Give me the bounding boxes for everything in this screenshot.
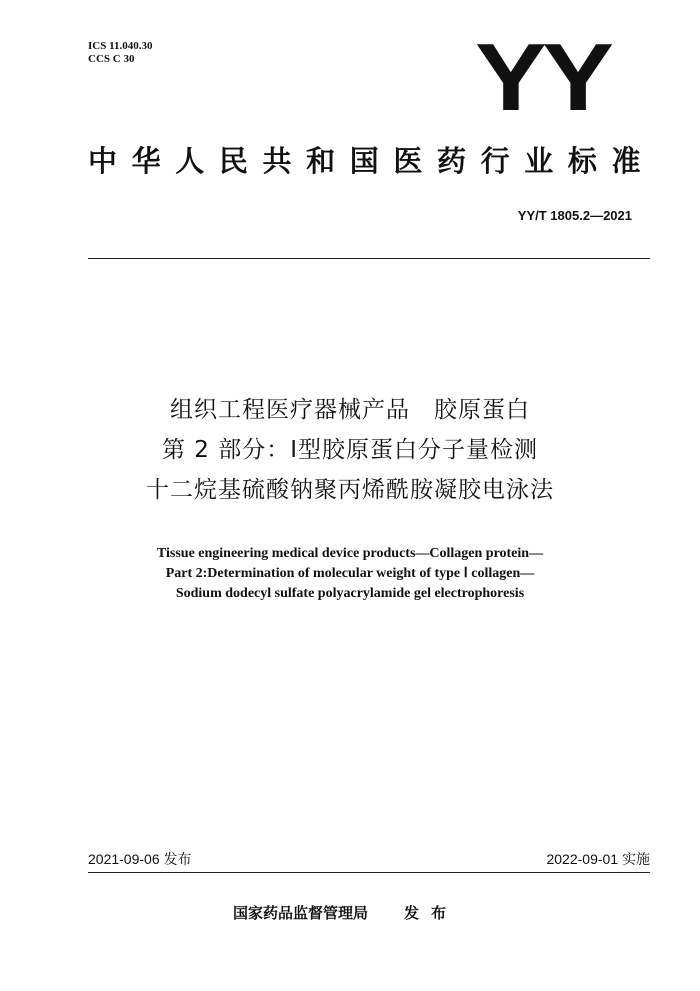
english-title-line-2: Part 2:Determination of molecular weight of type Ⅰ collagen— xyxy=(165,566,535,581)
english-title-line-3: Sodium dodecyl sulfate polyacrylamide gel electrophoresis xyxy=(175,586,525,601)
yy-logo: YY xyxy=(475,24,610,131)
english-title xyxy=(50,544,650,604)
chinese-title xyxy=(50,390,650,510)
publish-label: 发布 xyxy=(404,904,459,922)
publisher-name: 国家药品监督管理局 xyxy=(233,904,369,922)
standard-type-title: 中华人民共和国医药行业标准 xyxy=(88,144,642,178)
ccs-code: CCS C 30 xyxy=(88,53,135,65)
top-divider xyxy=(88,258,650,259)
publisher-line xyxy=(233,903,458,923)
standard-number: YY/T 1805.2—2021 xyxy=(517,208,632,223)
classification-codes xyxy=(88,40,153,66)
chinese-title-line-2: 第 2 部分：Ⅰ型胶原蛋白分子量检测 xyxy=(161,437,539,463)
english-title-line-1: Tissue engineering medical device products—Collagen protein— xyxy=(156,546,544,561)
chinese-title-line-1: 组织工程医疗器械产品 胶原蛋白 xyxy=(170,397,530,423)
publish-date: 2021-09-06 发布 xyxy=(88,851,192,867)
chinese-title-line-3: 十二烷基硫酸钠聚丙烯酰胺凝胶电泳法 xyxy=(146,477,554,503)
implementation-date: 2022-09-01 实施 xyxy=(546,851,650,867)
ics-code: ICS 11.040.30 xyxy=(88,40,153,52)
bottom-divider xyxy=(88,872,650,873)
